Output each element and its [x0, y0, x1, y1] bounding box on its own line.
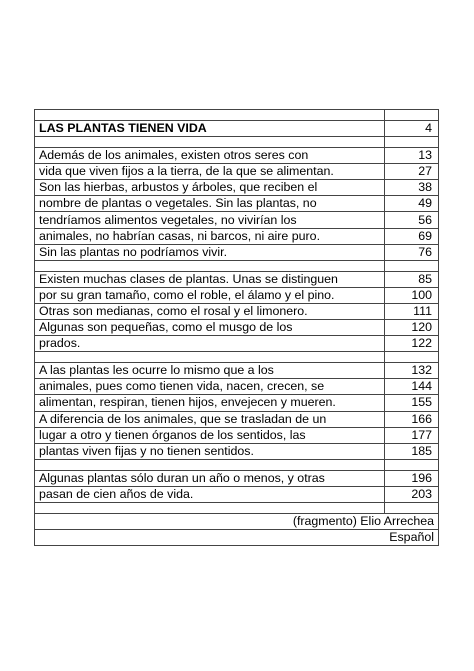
- attribution-cell: (fragmento) Elio Arrechea: [35, 513, 439, 529]
- spacer-row: [35, 110, 439, 121]
- table-row: [35, 148, 439, 164]
- word-count-cell: 69: [385, 228, 439, 244]
- title-row: [35, 121, 439, 137]
- text-cell: vida que viven fijos a la tierra, de la que se alimentan.: [35, 164, 385, 180]
- text-cell: [35, 352, 385, 363]
- text-cell: Otras son medianas, como el rosal y el limonero.: [35, 303, 385, 319]
- table-row: [35, 196, 439, 212]
- word-count-cell: 4: [385, 121, 439, 137]
- text-cell: lugar a otro y tienen órganos de los sentidos, las: [35, 427, 385, 443]
- word-count-cell: [385, 110, 439, 121]
- table-row: [35, 320, 439, 336]
- word-count-cell: 85: [385, 271, 439, 287]
- text-cell: Algunas son pequeñas, como el musgo de los: [35, 320, 385, 336]
- table-row: [35, 212, 439, 228]
- spacer-row: [35, 260, 439, 271]
- text-cell: pasan de cien años de vida.: [35, 486, 385, 502]
- word-count-cell: 177: [385, 427, 439, 443]
- text-cell: nombre de plantas o vegetales. Sin las plantas, no: [35, 196, 385, 212]
- text-cell: Además de los animales, existen otros seres con: [35, 148, 385, 164]
- word-count-cell: 56: [385, 212, 439, 228]
- word-count-cell: 49: [385, 196, 439, 212]
- spacer-row: [35, 459, 439, 470]
- spacer-row: [35, 137, 439, 148]
- text-cell: alimentan, respiran, tienen hijos, envejecen y mueren.: [35, 395, 385, 411]
- word-count-cell: 185: [385, 443, 439, 459]
- table-row: [35, 486, 439, 502]
- word-count-cell: [385, 502, 439, 513]
- word-count-cell: 122: [385, 336, 439, 352]
- table-row: [35, 513, 439, 529]
- text-cell: Algunas plantas sólo duran un año o menos, y otras: [35, 470, 385, 486]
- text-cell: Son las hierbas, arbustos y árboles, que reciben el: [35, 180, 385, 196]
- table-row: [35, 287, 439, 303]
- text-cell: Sin las plantas no podríamos vivir.: [35, 244, 385, 260]
- word-count-cell: 120: [385, 320, 439, 336]
- table-row: [35, 427, 439, 443]
- text-cell: plantas viven fijas y no tienen sentidos.: [35, 443, 385, 459]
- text-cell: [35, 502, 385, 513]
- table-row: [35, 379, 439, 395]
- table-row: [35, 363, 439, 379]
- text-cell: [35, 260, 385, 271]
- text-cell: prados.: [35, 336, 385, 352]
- table-row: [35, 164, 439, 180]
- table-row: [35, 530, 439, 546]
- word-count-cell: 27: [385, 164, 439, 180]
- word-count-cell: [385, 459, 439, 470]
- table-body: [35, 110, 439, 546]
- word-count-cell: 13: [385, 148, 439, 164]
- text-cell: animales, pues como tienen vida, nacen, crecen, se: [35, 379, 385, 395]
- word-count-cell: 100: [385, 287, 439, 303]
- text-cell: [35, 137, 385, 148]
- word-count-cell: 166: [385, 411, 439, 427]
- table-row: [35, 180, 439, 196]
- spacer-row: [35, 502, 439, 513]
- word-count-cell: 203: [385, 486, 439, 502]
- spacer-row: [35, 352, 439, 363]
- word-count-cell: 196: [385, 470, 439, 486]
- table-row: [35, 395, 439, 411]
- text-cell: por su gran tamaño, como el roble, el álamo y el pino.: [35, 287, 385, 303]
- table-row: [35, 244, 439, 260]
- table-row: [35, 228, 439, 244]
- table-row: [35, 443, 439, 459]
- text-cell: Existen muchas clases de plantas. Unas se distinguen: [35, 271, 385, 287]
- word-count-cell: 155: [385, 395, 439, 411]
- word-count-cell: 76: [385, 244, 439, 260]
- text-cell: [35, 459, 385, 470]
- word-count-cell: [385, 260, 439, 271]
- table-row: [35, 336, 439, 352]
- attribution-cell: Español: [35, 530, 439, 546]
- word-count-cell: [385, 137, 439, 148]
- table-row: [35, 411, 439, 427]
- word-count-table: [34, 109, 439, 546]
- word-count-cell: 144: [385, 379, 439, 395]
- word-count-cell: 111: [385, 303, 439, 319]
- document-sheet: [34, 109, 438, 546]
- text-cell: A las plantas les ocurre lo mismo que a los: [35, 363, 385, 379]
- text-cell: tendríamos alimentos vegetales, no vivirían los: [35, 212, 385, 228]
- document-title: LAS PLANTAS TIENEN VIDA: [35, 121, 385, 137]
- word-count-cell: [385, 352, 439, 363]
- text-cell: animales, no habrían casas, ni barcos, ni aire puro.: [35, 228, 385, 244]
- text-cell: [35, 110, 385, 121]
- text-cell: A diferencia de los animales, que se trasladan de un: [35, 411, 385, 427]
- table-row: [35, 303, 439, 319]
- word-count-cell: 132: [385, 363, 439, 379]
- table-row: [35, 470, 439, 486]
- word-count-cell: 38: [385, 180, 439, 196]
- table-row: [35, 271, 439, 287]
